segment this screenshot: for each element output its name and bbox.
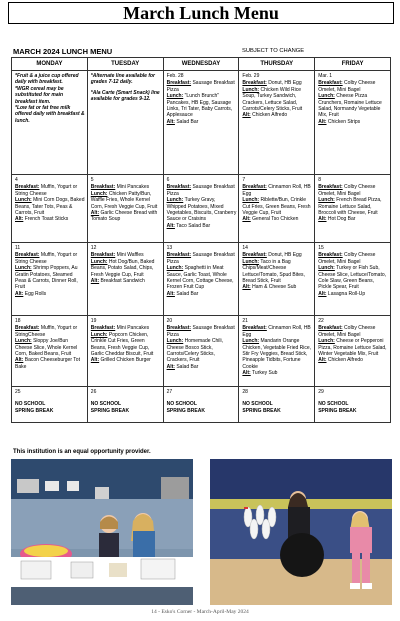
- spring-break-text: SPRING BREAK: [242, 407, 281, 414]
- child-bowling-photo: [210, 459, 392, 605]
- day-cell: [315, 243, 391, 316]
- alt-label: Alt:: [90, 210, 100, 217]
- lunch-label: Lunch:: [166, 197, 184, 204]
- lunch-line: [242, 338, 312, 370]
- day-date: 15: [318, 245, 324, 251]
- subject-to-change: SUBJECT TO CHANGE: [242, 48, 305, 54]
- lunch-text: Taco in a Bag Chips/Meat/Cheese Lettuce/Tomato, Spud Bites, Bread Stick, Fruit: [242, 258, 305, 285]
- lunch-text: Shrimp Poppers, Au Gratin Potatoes, Steamed Peas & Carrots, Dinner Roll, Fruit: [15, 265, 78, 291]
- breakfast-text: Mini Waffles: [116, 252, 144, 259]
- day-date: 19: [90, 318, 97, 324]
- lunch-label: Lunch:: [166, 265, 184, 272]
- alt-text: Egg Rolls: [24, 290, 47, 297]
- breakfast-label: Breakfast:: [90, 325, 116, 332]
- lunch-label: Lunch:: [242, 86, 260, 93]
- lunch-text: Hot Dog/Bun, Baked Beans, Potato Salad, Chips, Fresh Veggie Cup, Fruit: [90, 258, 155, 278]
- alt-text: Lasagna Roll-Up: [327, 290, 366, 297]
- students-at-table-photo: [11, 459, 193, 605]
- day-header: FRIDAY: [315, 58, 391, 71]
- alt-label: Alt:: [242, 284, 251, 291]
- lunch-label: Lunch:: [242, 258, 260, 265]
- alt-line: [318, 216, 388, 222]
- lunch-label: Lunch:: [15, 265, 32, 272]
- day-date: Feb. 28: [166, 73, 184, 79]
- day-cell: [239, 71, 315, 175]
- note: *Fruit & a juice cup offered daily with breakfast.: [15, 73, 79, 86]
- lunch-line: [318, 93, 388, 119]
- alt-label: Alt:: [242, 216, 251, 223]
- spring-break-text: SPRING BREAK: [318, 407, 357, 414]
- alt-text: Ham & Cheese Sub: [252, 284, 297, 291]
- banner-title: March Lunch Menu: [8, 2, 394, 24]
- alt-line: [167, 291, 237, 297]
- alt-line: [242, 284, 312, 290]
- alt-line: [15, 357, 85, 370]
- alt-text: Bacon Cheeseburger Tot Bake: [15, 357, 80, 370]
- breakfast-line: [167, 80, 237, 93]
- breakfast-label: Breakfast:: [15, 325, 40, 332]
- alt-text: Grilled Chicken Burger: [100, 357, 151, 364]
- alt-line: [318, 357, 388, 363]
- day-date: 6: [166, 177, 170, 183]
- lunch-line: [318, 197, 388, 216]
- lunch-text: Turkey or Fish Sub, Cheese Slice, Lettuce/Tomato, Cole Slaw, Green Beans, Pickle Spear, Fruit: [318, 265, 387, 291]
- day-date: 25: [15, 389, 21, 395]
- day-cell: [12, 316, 88, 387]
- day-cell: [239, 316, 315, 387]
- alt-line: [318, 119, 388, 125]
- breakfast-label: Breakfast:: [15, 252, 40, 259]
- equal-opportunity-note: This institution is an equal opportunity provider.: [13, 449, 151, 455]
- alt-label: Alt:: [15, 357, 24, 364]
- breakfast-line: [318, 80, 388, 93]
- alt-line: [91, 357, 161, 363]
- alt-line: [15, 291, 85, 297]
- lunch-text: Sloppy Joe/Bun Cheese Slice, Whole Kernel Corn, Baked Beans, Fruit: [15, 338, 78, 358]
- alt-text: French Toast Sticks: [24, 216, 69, 223]
- breakfast-text: Donut, HB Egg: [268, 252, 302, 259]
- breakfast-label: Breakfast:: [242, 252, 267, 259]
- day-date: 7: [242, 177, 246, 183]
- breakfast-label: Breakfast:: [242, 80, 267, 87]
- breakfast-text: Colby Cheese Omelet, Mini Bagel: [318, 184, 376, 197]
- lunch-line: [242, 87, 312, 113]
- day-date: 14: [242, 245, 248, 251]
- students-at-table-illustration: [11, 459, 193, 605]
- alt-text: Chicken Strips: [327, 118, 361, 125]
- day-date: 18: [15, 318, 21, 324]
- day-date: 27: [166, 389, 173, 395]
- day-cell: [315, 175, 391, 243]
- no-school-text: NO SCHOOL: [90, 401, 122, 408]
- alt-label: Alt:: [166, 290, 175, 297]
- alt-label: Alt:: [242, 112, 251, 119]
- breakfast-line: [15, 325, 85, 338]
- alt-text: Hot Dog Bar: [327, 216, 356, 223]
- page-footer: 14 - Esko's Corner - March-April-May 2024: [151, 609, 249, 615]
- breakfast-text: Cinnamon Roll, HB Egg: [242, 184, 311, 197]
- day-date: 20: [166, 318, 173, 324]
- breakfast-label: Breakfast:: [242, 184, 267, 191]
- day-cell: [315, 71, 391, 175]
- day-date: 28: [242, 389, 248, 395]
- lunch-label: Lunch:: [15, 338, 32, 345]
- day-cell: [87, 175, 163, 243]
- day-cell: [315, 387, 391, 423]
- breakfast-label: Breakfast:: [318, 252, 343, 259]
- day-cell: [87, 316, 163, 387]
- lunch-label: Lunch:: [318, 197, 335, 204]
- lunch-line: [15, 197, 85, 216]
- lunch-label: Lunch:: [166, 93, 184, 100]
- lunch-line: [91, 191, 161, 210]
- spring-break-text: SPRING BREAK: [90, 407, 130, 414]
- lunch-line: [242, 259, 312, 285]
- alt-line: [167, 223, 237, 229]
- week-row: [12, 387, 391, 423]
- day-date: 26: [90, 389, 97, 395]
- lunch-line: [242, 197, 312, 216]
- spring-break-text: SPRING BREAK: [166, 407, 205, 414]
- alt-label: Alt:: [318, 357, 327, 364]
- alt-text: Garlic Cheese Bread with Tomato Soup: [90, 210, 158, 223]
- breakfast-text: Mini Pancakes: [116, 184, 150, 191]
- day-header: MONDAY: [12, 58, 88, 71]
- note: *Low fat or fat free milk offered daily with breakfast & lunch.: [15, 105, 85, 124]
- lunch-label: Lunch:: [90, 331, 108, 338]
- no-school-text: NO SCHOOL: [166, 401, 197, 408]
- day-date: 8: [318, 177, 321, 183]
- breakfast-line: [318, 325, 388, 338]
- breakfast-label: Breakfast:: [318, 184, 343, 191]
- alt-label: Alt:: [242, 370, 251, 377]
- alt-label: Alt:: [15, 216, 24, 223]
- lunch-line: [91, 259, 161, 278]
- alt-text: General Tso Chicken: [252, 216, 299, 223]
- lunch-text: Mini Corn Dogs, Baked Beans, Tater Tots, Peas & Carrots, Fruit: [15, 197, 85, 217]
- week-row: [12, 71, 391, 175]
- lunch-line: [15, 338, 85, 357]
- lunch-menu-table: [11, 57, 391, 423]
- alt-line: [91, 278, 161, 284]
- alt-text: Salad Bar: [176, 118, 199, 125]
- lunch-line: [167, 197, 237, 223]
- menu-title: MARCH 2024 LUNCH MENU: [13, 47, 113, 56]
- lunch-label: Lunch:: [242, 197, 260, 204]
- breakfast-text: Cinnamon Roll, HB Egg: [242, 325, 311, 338]
- breakfast-line: [242, 184, 312, 197]
- day-cell: [87, 387, 163, 423]
- breakfast-text: Colby Cheese Omelet, Mini Bagel: [318, 325, 376, 338]
- breakfast-label: Breakfast:: [15, 184, 40, 191]
- day-date: Feb. 29: [242, 73, 260, 79]
- day-date: 5: [90, 177, 94, 183]
- lunch-line: [318, 265, 388, 291]
- breakfast-label: Breakfast:: [166, 184, 192, 191]
- day-cell: [239, 387, 315, 423]
- day-date: 29: [318, 389, 324, 395]
- lunch-text: Cheese Pizza Crunchers, Romaine Lettuce Salad, Normandy Vegetable Mix, Fruit: [318, 93, 382, 119]
- breakfast-label: Breakfast:: [166, 325, 192, 332]
- breakfast-label: Breakfast:: [90, 252, 116, 259]
- day-cell: [163, 316, 239, 387]
- note: *Ala Carte (Smart Snack) line available for grades 9-12.: [90, 89, 160, 103]
- note: *Alternate line available for grades 7-12 daily.: [90, 73, 155, 86]
- week-row: [12, 175, 391, 243]
- lunch-text: Chicken Patty/Bun, Waffle Fries, Whole Kernel Corn, Fresh Veggie Cup, Fruit: [90, 190, 158, 210]
- day-cell: [12, 387, 88, 423]
- alt-label: Alt:: [166, 118, 175, 125]
- day-cell: [163, 71, 239, 175]
- lunch-label: Lunch:: [318, 338, 335, 345]
- alt-line: [242, 216, 312, 222]
- day-cell: [87, 243, 163, 316]
- lunch-text: Turkey Gravy, Whipped Potatoes, Mixed Vegetables, Biscuits, Cranberry Sauce or Craisins: [166, 197, 237, 223]
- alt-label: Alt:: [318, 290, 327, 297]
- day-date: 11: [15, 245, 21, 251]
- alt-text: Salad Bar: [176, 363, 199, 370]
- spring-break-text: SPRING BREAK: [15, 407, 54, 414]
- day-date: 21: [242, 318, 248, 324]
- alt-label: Alt:: [318, 118, 327, 125]
- breakfast-line: [15, 184, 85, 197]
- breakfast-line: [15, 252, 85, 265]
- day-cell: [163, 243, 239, 316]
- breakfast-line: [167, 252, 237, 265]
- lunch-label: Lunch:: [15, 197, 32, 204]
- day-header: WEDNESDAY: [163, 58, 239, 71]
- week-row: [12, 243, 391, 316]
- breakfast-text: Sausage Breakfast Pizza: [166, 80, 235, 93]
- breakfast-text: Donut, HB Egg: [268, 80, 302, 87]
- note: *WGR cereal may be substituted for main breakfast item.: [15, 85, 64, 105]
- day-cell: [163, 387, 239, 423]
- breakfast-label: Breakfast:: [318, 80, 343, 87]
- breakfast-text: Sausage Breakfast Pizza: [166, 252, 235, 265]
- day-cell: [239, 243, 315, 316]
- alt-label: Alt:: [90, 278, 100, 285]
- breakfast-text: Sausage Breakfast Pizza: [166, 184, 235, 197]
- day-date: Mar. 1: [318, 73, 333, 79]
- breakfast-line: [318, 252, 388, 265]
- breakfast-line: [242, 325, 312, 338]
- alt-text: Salad Bar: [176, 290, 199, 297]
- lunch-label: Lunch:: [318, 265, 335, 272]
- breakfast-text: Sausage Breakfast Pizza: [166, 325, 235, 338]
- day-date: 13: [166, 245, 173, 251]
- alt-text: Breakfast Sandwich: [100, 278, 145, 285]
- day-date: 22: [318, 318, 324, 324]
- lunch-label: Lunch:: [90, 190, 108, 197]
- day-header: TUESDAY: [87, 58, 163, 71]
- lunch-line: [167, 93, 237, 119]
- alt-label: Alt:: [318, 216, 327, 223]
- breakfast-label: Breakfast:: [166, 252, 192, 259]
- lunch-text: French Bread Pizza, Romaine Lettuce Salad, Broccoli with Cheese, Fruit: [318, 197, 382, 217]
- breakfast-text: Muffin, Yogurt or String Cheese: [15, 184, 78, 197]
- lunch-line: [318, 338, 388, 357]
- day-header-row: [12, 58, 391, 71]
- lunch-text: Riblette/Bun, Crinkle Cut Fries, Green Beans, Fresh Veggie Cup, Fruit: [242, 197, 311, 217]
- lunch-label: Lunch:: [166, 338, 184, 345]
- day-cell: [315, 316, 391, 387]
- breakfast-text: Mini Pancakes: [116, 325, 150, 332]
- lunch-text: "Lunch Brunch" Pancakes, HB Egg, Sausage Links, Tri Tater, Baby Carrots, Applesauce: [166, 93, 233, 119]
- no-school-text: NO SCHOOL: [242, 401, 273, 408]
- breakfast-line: [318, 184, 388, 197]
- alt-line: [242, 370, 312, 376]
- lunch-line: [15, 265, 85, 291]
- day-cell: [12, 175, 88, 243]
- lunch-label: Lunch:: [242, 338, 260, 345]
- lunch-text: Homemade Chili, Cheese Bosco Stick, Carrots/Celery Sticks, Crackers, Fruit: [166, 338, 224, 364]
- lunch-text: Spaghetti in Meat Sauce, Garlic Toast, Whole Kernel Corn, Cottage Cheese, Frozen Fruit Cup: [166, 265, 234, 291]
- child-bowling-illustration: [210, 459, 392, 605]
- alt-text: Taco Salad Bar: [176, 222, 211, 229]
- notes-cell: [12, 71, 88, 175]
- alt-line: [15, 216, 85, 222]
- breakfast-line: [167, 184, 237, 197]
- alt-line: [167, 364, 237, 370]
- breakfast-label: Breakfast:: [318, 325, 343, 332]
- alt-text: Chicken Alfredo: [252, 112, 288, 119]
- day-cell: [239, 175, 315, 243]
- breakfast-line: [167, 325, 237, 338]
- breakfast-text: Muffin, Yogurt or StringCheese: [15, 325, 78, 338]
- alt-line: [242, 112, 312, 118]
- alt-label: Alt:: [166, 363, 175, 370]
- lunch-text: Mandarin Orange Chicken, Vegetable Fried Rice, Stir Fry Veggies, Bread Stick, Pineapple Tidbits, Fortune Cookie: [242, 338, 312, 370]
- day-date: 12: [90, 245, 97, 251]
- week-row: [12, 316, 391, 387]
- alt-label: Alt:: [90, 357, 100, 364]
- breakfast-text: Colby Cheese Omelet, Mini Bagel: [318, 80, 376, 93]
- day-cell: [163, 175, 239, 243]
- lunch-label: Lunch:: [90, 258, 108, 265]
- alt-line: [318, 291, 388, 297]
- alt-line: [167, 119, 237, 125]
- notes-cell: [87, 71, 163, 175]
- lunch-text: Popcorn Chicken, Crinkle Cut Fries, Green Beans, Fresh Veggie Cup, Garlic Cheddar Biscuit, Fruit: [90, 331, 154, 358]
- breakfast-text: Colby Cheese Omelet, Mini Bagel: [318, 252, 376, 265]
- breakfast-label: Breakfast:: [90, 184, 116, 191]
- alt-label: Alt:: [15, 290, 24, 297]
- breakfast-label: Breakfast:: [166, 80, 192, 87]
- lunch-text: Chicken Wild Rice Soup, Turkey Sandwich, Crackers, Lettuce Salad, Carrots/Celery Sticks, Fruit: [242, 86, 303, 113]
- alt-text: Turkey Sub: [252, 370, 278, 377]
- alt-line: [91, 210, 161, 223]
- lunch-line: [167, 338, 237, 364]
- no-school-text: NO SCHOOL: [318, 401, 349, 408]
- no-school-text: NO SCHOOL: [15, 401, 46, 408]
- lunch-text: Cheese or Pepperoni Pizza, Romaine Lettuce Salad, Winter Vegetable Mix, Fruit: [318, 338, 387, 358]
- breakfast-label: Breakfast:: [242, 325, 267, 332]
- alt-text: Chicken Alfredo: [327, 357, 363, 364]
- day-header: THURSDAY: [239, 58, 315, 71]
- lunch-label: Lunch:: [318, 93, 335, 100]
- lunch-line: [91, 332, 161, 358]
- alt-label: Alt:: [166, 222, 175, 229]
- breakfast-text: Muffin, Yogurt or String Cheese: [15, 252, 78, 265]
- lunch-line: [167, 265, 237, 291]
- day-date: 4: [15, 177, 18, 183]
- day-cell: [12, 243, 88, 316]
